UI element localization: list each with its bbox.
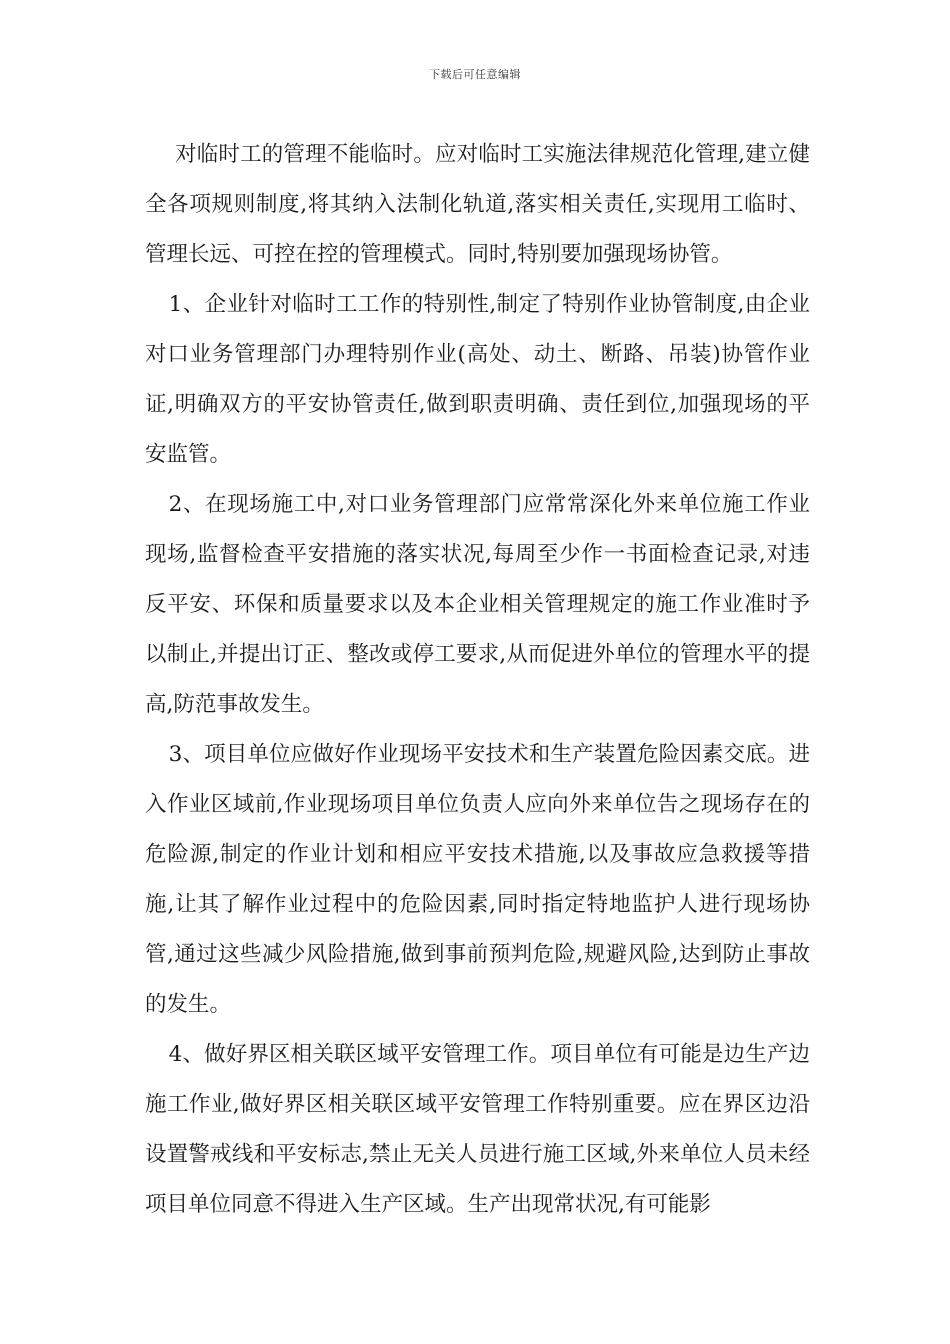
paragraph-intro: 对临时工的管理不能临时。应对临时工实施法律规范化管理,建立健全各项规则制度,将其纳入法制化轨道,落实相关责任,实现用工临时、管理长远、可控在控的管理模式。同时,特别要加强现场协管。 — [145, 142, 810, 267]
paragraph-item-2: 2、在现场施工中,对口业务管理部门应常常深化外来单位施工作业现场,监督检查平安措施的落实状况,每周至少作一书面检查记录,对违反平安、环保和质量要求以及本企业相关管理规定的施工作业准时予以制止,并提出订正、整改或停工要求,从而促进外单位的管理水平的提高,防范事故发生。 — [145, 492, 810, 717]
document-body — [145, 130, 810, 1230]
page-header-note: 下载后可任意编辑 — [429, 68, 521, 81]
paragraph-item-1: 1、企业针对临时工工作的特别性,制定了特别作业协管制度,由企业对口业务管理部门办理特别作业(高处、动土、断路、吊装)协管作业证,明确双方的平安协管责任,做到职责明确、责任到位,加强现场的平安监管。 — [145, 292, 810, 467]
paragraph-item-3: 3、项目单位应做好作业现场平安技术和生产装置危险因素交底。进入作业区域前,作业现场项目单位负责人应向外来单位告之现场存在的危险源,制定的作业计划和相应平安技术措施,以及事故应急救援等措施,让其了解作业过程中的危险因素,同时指定特地监护人进行现场协管,通过这些减少风险措施,做到事前预判危险,规避风险,达到防止事故的发生。 — [145, 742, 810, 1017]
paragraph-item-4: 4、做好界区相关联区域平安管理工作。项目单位有可能是边生产边施工作业,做好界区相关联区域平安管理工作特别重要。应在界区边沿设置警戒线和平安标志,禁止无关人员进行施工区域,外来单位人员未经项目单位同意不得进入生产区域。生产出现常状况,有可能影 — [145, 1042, 810, 1217]
